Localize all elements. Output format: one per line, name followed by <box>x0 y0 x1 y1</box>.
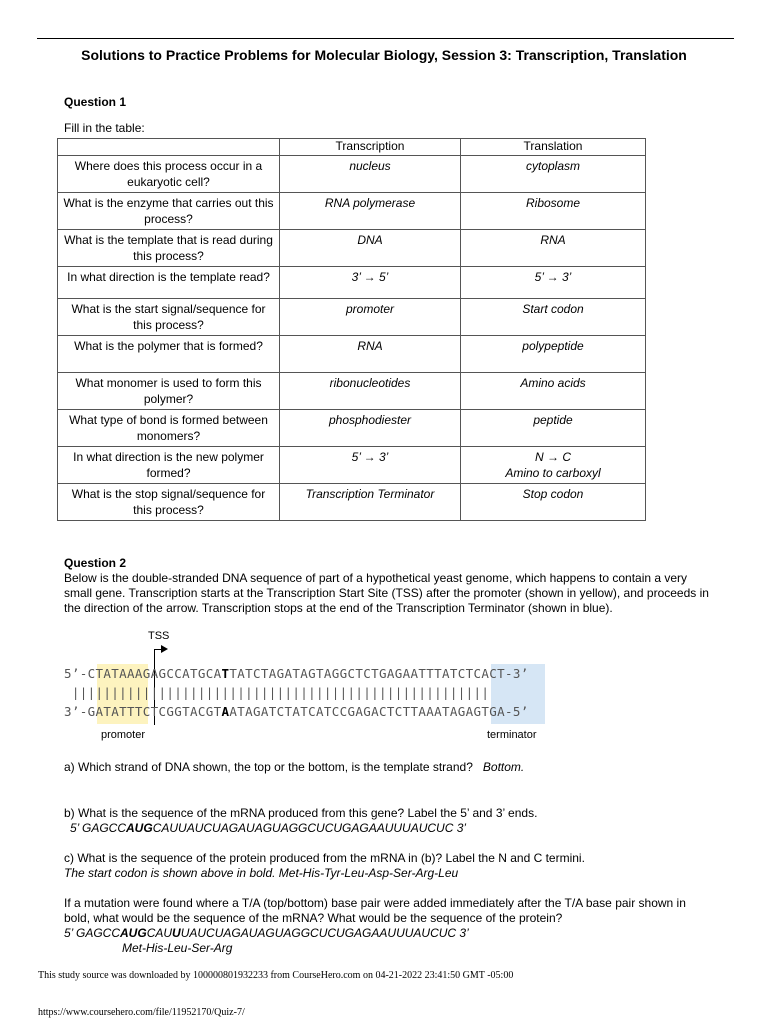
page-title: Solutions to Practice Problems for Molecular Biology, Session 3: Transcription, Translation <box>81 47 687 63</box>
tss-arrow-icon <box>161 645 168 653</box>
mutant-mrna-rest: UAUCUAGAUAGUAGGCUCUGAGAAUUUAUCUC 3’ <box>180 926 469 940</box>
mutant-mrna-5prime: 5’ GAGCC <box>64 926 121 940</box>
dna-bottom-strand <box>64 704 529 719</box>
translation-answer-line1: N → C <box>535 450 571 464</box>
table-header-row <box>58 139 646 156</box>
translation-answer <box>461 447 646 484</box>
mrna-rest: CAUUAUCUAGAUAGUAGGCUCUGAGAAUUUAUCUC 3’ <box>152 821 467 835</box>
translation-answer: RNA <box>461 230 646 267</box>
table-row <box>58 484 646 521</box>
translation-answer-line2: Amino to carboxyl <box>505 466 601 480</box>
translation-answer: polypeptide <box>461 336 646 373</box>
mutant-mrna-mid: CAU <box>146 926 173 940</box>
transcription-answer: ribonucleotides <box>280 373 461 410</box>
table-row <box>58 447 646 484</box>
mutant-start-codon: AUG <box>120 926 147 940</box>
transcription-answer: phosphodiester <box>280 410 461 447</box>
transcription-answer: DNA <box>280 230 461 267</box>
question-2c-answer: The start codon is shown above in bold. Met-His-Tyr-Leu-Asp-Ser-Arg-Leu <box>64 866 459 880</box>
translation-answer: Ribosome <box>461 193 646 230</box>
table-question: What is the template that is read during this process? <box>58 230 280 267</box>
question-2-heading: Question 2 <box>64 556 127 570</box>
tss-label: TSS <box>148 630 170 642</box>
question-2a-answer: Bottom. <box>482 760 525 774</box>
table-row <box>58 193 646 230</box>
question-2b-answer <box>70 821 466 836</box>
table-header-transcription: Transcription <box>280 139 461 156</box>
table-row <box>58 373 646 410</box>
bottom-strand-part2: ATAGATCTATCATCCGAGACTCTTAAATAGAGTGA-5’ <box>229 704 529 719</box>
transcription-answer: RNA <box>280 336 461 373</box>
top-strand-bold-base: T <box>221 666 230 681</box>
bottom-strand-bold-base: A <box>221 704 230 719</box>
table-header-translation: Translation <box>461 139 646 156</box>
translation-answer: Stop codon <box>461 484 646 521</box>
transcription-answer: RNA polymerase <box>280 193 461 230</box>
table-question: What monomer is used to form this polymer? <box>58 373 280 410</box>
table-question: What is the enzyme that carries out this process? <box>58 193 280 230</box>
source-footer: This study source was downloaded by 100000801932233 from CourseHero.com on 04-21-2022 23:41:50 GMT -05:00 <box>38 970 514 981</box>
bottom-strand-part1: 3’-GATATTTCTCGGTACGT <box>64 704 222 719</box>
translation-answer: peptide <box>461 410 646 447</box>
mrna-5prime: 5’ GAGCC <box>70 821 127 835</box>
question-2b: b) What is the sequence of the mRNA produced from this gene? Label the 5’ and 3’ ends. <box>64 806 538 820</box>
question-2d: If a mutation were found where a T/A (top/bottom) base pair were added immediately after the T/A base pair shown in bold, what would be the sequence of the mRNA? What would be the sequence of the protein? <box>64 896 686 925</box>
start-codon: AUG <box>126 821 153 835</box>
dna-top-strand <box>64 666 529 681</box>
top-strand-part1: 5’-CTATAAAGAGCCATGCA <box>64 666 222 681</box>
table-row <box>58 156 646 193</box>
question-2d-mrna <box>64 926 469 941</box>
table-row <box>58 230 646 267</box>
question-2c: c) What is the sequence of the protein produced from the mRNA in (b)? Label the N and C termini. <box>64 851 585 865</box>
dna-base-pairs: ||||||||||||||||||||||||||||||||||||||||||||||||||||| <box>64 685 490 700</box>
transcription-answer: 5’ → 3’ <box>280 447 461 484</box>
question-1-instruction: Fill in the table: <box>64 121 145 135</box>
table-question: In what direction is the template read? <box>58 267 280 299</box>
top-strand-part2: TATCTAGATAGTAGGCTCTGAGAATTTATCTCACT-3’ <box>229 666 529 681</box>
transcription-answer: promoter <box>280 299 461 336</box>
translation-answer: 5’ → 3’ <box>461 267 646 299</box>
table-question: What type of bond is formed between monomers? <box>58 410 280 447</box>
question-2d-protein: Met-His-Leu-Ser-Arg <box>122 941 233 955</box>
table-row <box>58 410 646 447</box>
table-row <box>58 336 646 373</box>
question-2-intro: Below is the double-stranded DNA sequence of part of a hypothetical yeast genome, which happens to contain a very small gene. Transcription starts at the Transcription Start Site (TSS) after the promoter (shown in yellow), and proceeds in the direction of the arrow. Transcription stops at the end of the Transcription Terminator (shown in blue). <box>64 571 709 615</box>
table-question: In what direction is the new polymer formed? <box>58 447 280 484</box>
answer-table <box>57 138 646 521</box>
table-question: What is the start signal/sequence for this process? <box>58 299 280 336</box>
promoter-label: promoter <box>101 729 146 741</box>
top-rule <box>37 38 734 39</box>
translation-answer: Start codon <box>461 299 646 336</box>
question-2a <box>64 760 524 775</box>
source-url[interactable]: https://www.coursehero.com/file/11952170/Quiz-7/ <box>38 1007 245 1018</box>
table-question: What is the polymer that is formed? <box>58 336 280 373</box>
transcription-answer: nucleus <box>280 156 461 193</box>
question-1-heading: Question 1 <box>64 95 127 109</box>
translation-answer: cytoplasm <box>461 156 646 193</box>
table-question: What is the stop signal/sequence for this process? <box>58 484 280 521</box>
transcription-answer: Transcription Terminator <box>280 484 461 521</box>
terminator-label: terminator <box>487 729 537 741</box>
translation-answer: Amino acids <box>461 373 646 410</box>
table-header-blank <box>58 139 280 156</box>
inserted-base: U <box>172 926 181 940</box>
table-question: Where does this process occur in a eukaryotic cell? <box>58 156 280 193</box>
table-row <box>58 299 646 336</box>
question-2a-text: a) Which strand of DNA shown, the top or the bottom, is the template strand? <box>64 760 473 774</box>
transcription-answer: 3’ → 5’ <box>280 267 461 299</box>
table-row <box>58 267 646 299</box>
